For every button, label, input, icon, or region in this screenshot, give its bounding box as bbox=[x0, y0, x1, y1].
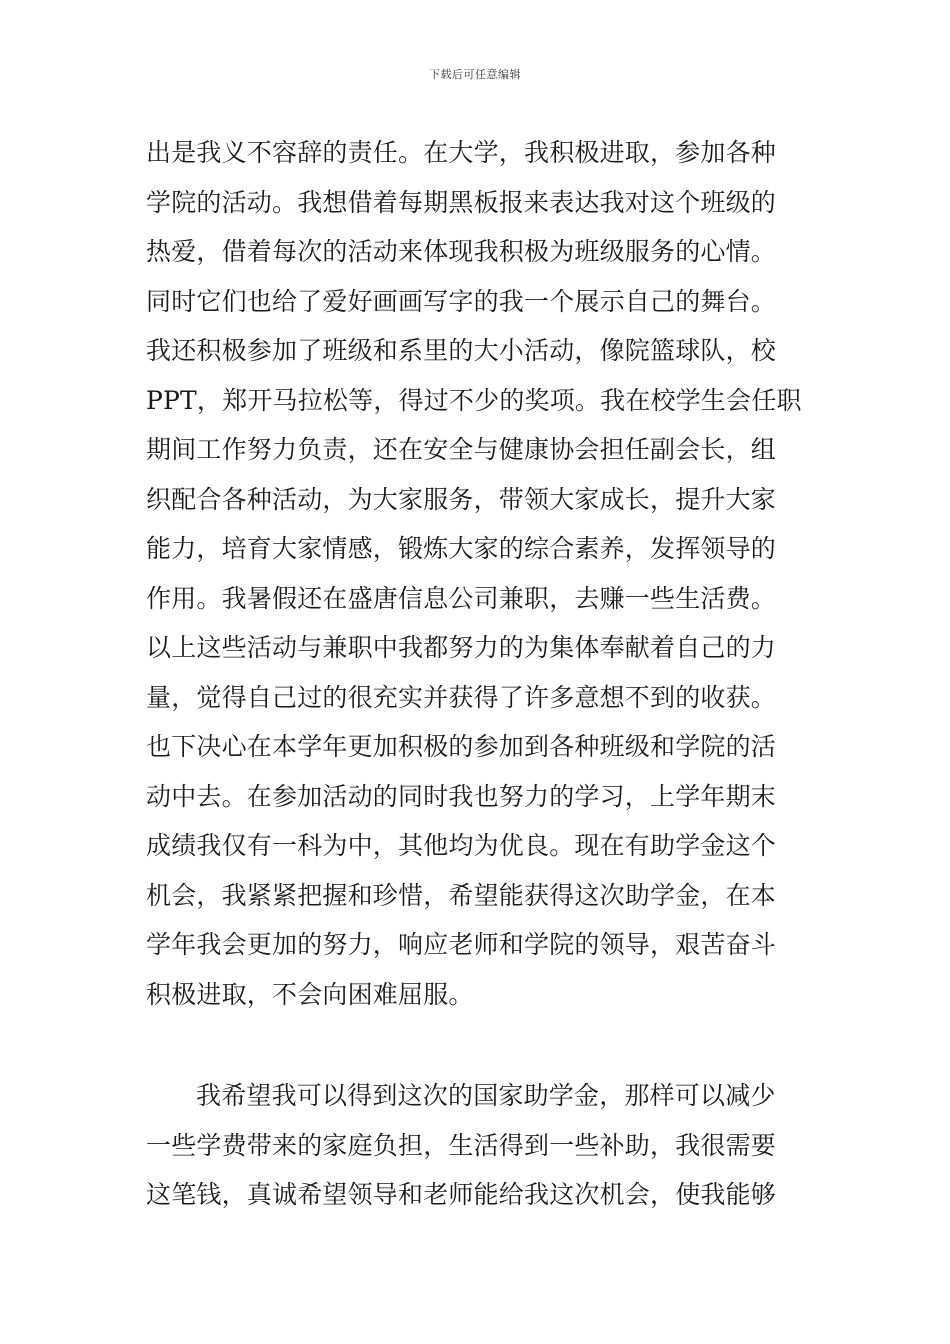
text-line: 机会，我紧紧把握和珍惜，希望能获得这次助学金，在本 bbox=[146, 880, 777, 910]
text-line: 一些学费带来的家庭负担，生活得到一些补助，我很需要 bbox=[146, 1130, 777, 1160]
text-line: 织配合各种活动，为大家服务，带领大家成长，提升大家 bbox=[146, 484, 777, 514]
text-line: 我还积极参加了班级和系里的大小活动，像院篮球队，校 bbox=[146, 336, 777, 365]
text-line: 作用。我暑假还在盛唐信息公司兼职，去赚一些生活费。 bbox=[146, 583, 777, 613]
text-line: PPT，郑开马拉松等，得过不少的奖项。我在校学生会任职 bbox=[146, 385, 802, 415]
text-line: 以上这些活动与兼职中我都努力的为集体奉献着自己的力 bbox=[146, 633, 777, 662]
text-line: 学年我会更加的努力，响应老师和学院的领导，艰苦奋斗 bbox=[146, 930, 777, 959]
text-line: 热爱，借着每次的活动来体现我积极为班级服务的心情。 bbox=[146, 237, 777, 266]
text-line: 能力，培育大家情感，锻炼大家的综合素养，发挥领导的 bbox=[146, 534, 777, 563]
text-line: 量，觉得自己过的很充实并获得了许多意想不到的收获。 bbox=[146, 682, 777, 712]
text-line: 同时它们也给了爱好画画写字的我一个展示自己的舞台。 bbox=[146, 286, 777, 316]
page-header: 下载后可任意编辑 bbox=[429, 68, 521, 81]
text-line: 成绩我仅有一科为中，其他均为优良。现在有助学金这个 bbox=[146, 831, 777, 860]
paragraph-1 bbox=[146, 128, 808, 1019]
text-line: 期间工作努力负责，还在安全与健康协会担任副会长，组 bbox=[146, 435, 777, 464]
text-line: 我希望我可以得到这次的国家助学金，那样可以减少 bbox=[196, 1081, 776, 1110]
text-line: 积极进取，不会向困难屈服。 bbox=[146, 979, 474, 1009]
text-line: 学院的活动。我想借着每期黑板报来表达我对这个班级的 bbox=[146, 187, 777, 217]
text-line: 出是我义不容辞的责任。在大学，我积极进取，参加各种 bbox=[146, 138, 777, 167]
paragraph-2 bbox=[146, 1071, 808, 1220]
text-line: 动中去。在参加活动的同时我也努力的学习，上学年期末 bbox=[146, 781, 777, 811]
text-line: 这笔钱，真诚希望领导和老师能给我这次机会，使我能够 bbox=[146, 1180, 777, 1209]
text-line: 也下决心在本学年更加积极的参加到各种班级和学院的活 bbox=[146, 732, 777, 761]
